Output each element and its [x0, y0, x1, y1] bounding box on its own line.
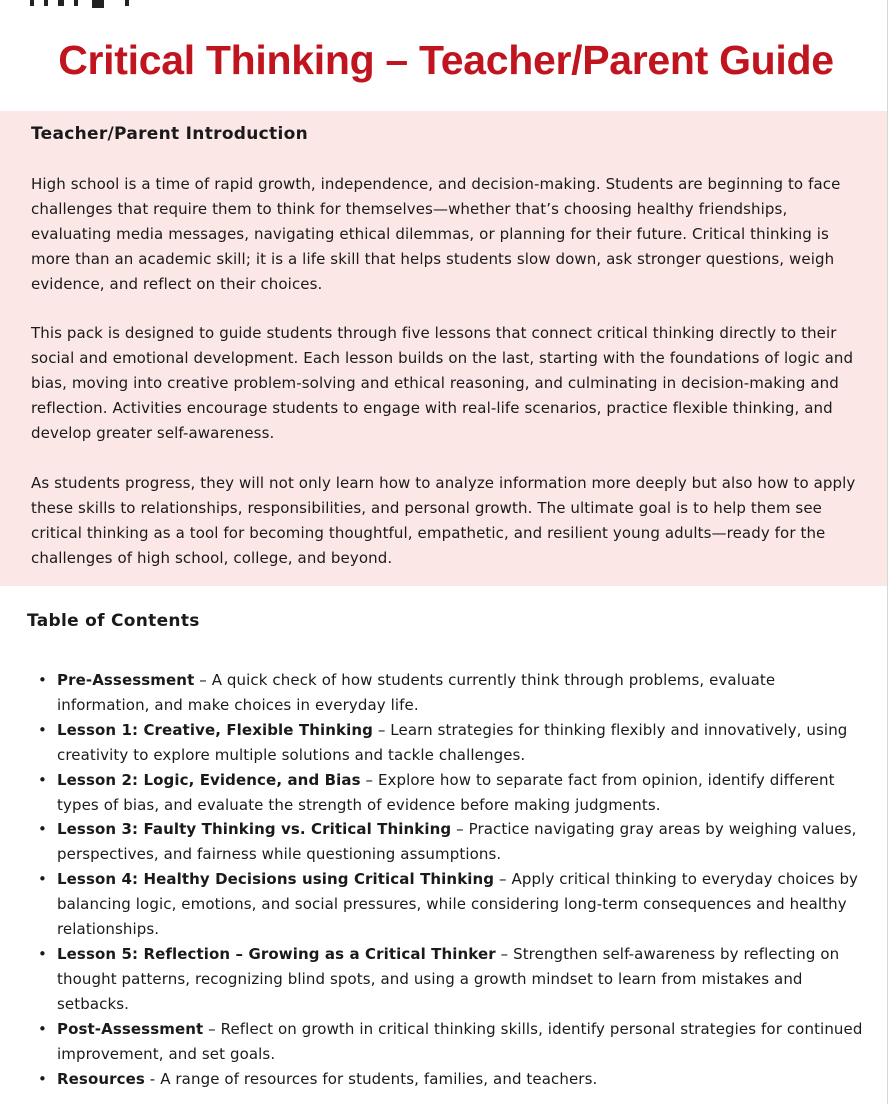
toc-item-description: A range of resources for students, families, and teachers. [160, 1069, 598, 1088]
toc-item [27, 768, 867, 818]
bullet-icon: • [38, 1019, 47, 1038]
intro-paragraph: This pack is designed to guide students through five lessons that connect critical thinking directly to their social and emotional development. Each lesson builds on the last, starting with the foundations of logic and bias, moving into creative problem-solving and ethical reasoning, and culminating in decision-making and reflection. Activities encourage students to engage with real-life scenarios, practice flexible thinking, and develop greater self-awareness. [31, 324, 854, 443]
toc-item-description: Learn strategies for thinking flexibly and innovatively, using creativity to explore multiple solutions and tackle challenges. [57, 720, 848, 764]
toc-item-description: Apply critical thinking to everyday choices by balancing logic, emotions, and social pressures, while considering long-term consequences and healthy relationships. [57, 870, 859, 939]
toc-item-description: Strengthen self-awareness by reflecting on thought patterns, recognizing blind spots, and using a growth mindset to learn from mistakes and setbacks. [57, 944, 840, 1013]
bullet-icon: • [38, 944, 47, 963]
toc-item-separator: – [360, 770, 378, 789]
toc-heading: Table of Contents [27, 611, 200, 631]
toc-item-separator: – [203, 1019, 221, 1038]
toc-item [27, 1067, 867, 1092]
toc-item-title: Lesson 3: Faulty Thinking vs. Critical Thinking [57, 820, 452, 839]
toc-item-separator: – [495, 944, 514, 963]
toc-item-title: Pre-Assessment [57, 671, 195, 689]
toc-item-title: Lesson 2: Logic, Evidence, and Bias [57, 770, 361, 789]
toc-item [27, 1017, 867, 1067]
toc-item-description: A quick check of how students currently think through problems, evaluate information, and make choices in everyday life. [57, 671, 776, 714]
toc-item [27, 867, 867, 942]
bullet-icon: • [38, 870, 47, 889]
toc-item-description: Practice navigating gray areas by weighing values, perspectives, and fairness while questioning assumptions. [57, 820, 857, 864]
bullet-icon: • [38, 770, 47, 789]
toc-item-title: Resources [57, 1069, 145, 1088]
page-title: Critical Thinking – Teacher/Parent Guide [58, 37, 834, 83]
toc-item [27, 718, 867, 768]
bullet-icon: • [38, 671, 47, 689]
introduction-section [0, 111, 887, 586]
bullet-icon: • [38, 720, 47, 739]
toc-item-separator: – [451, 820, 469, 839]
bullet-icon: • [38, 1069, 47, 1088]
toc-item-title: Lesson 4: Healthy Decisions using Critical Thinking [57, 870, 495, 889]
intro-paragraph: High school is a time of rapid growth, independence, and decision-making. Students are beginning to face challenges that require them to think for themselves—whether that’s choosing healthy friendships, evaluating media messages, navigating ethical dilemmas, or planning for their future. Critical thinking is more than an academic skill; it is a life skill that helps students slow down, ask stronger questions, weigh evidence, and reflect on their choices. [31, 175, 841, 293]
bullet-icon: • [38, 820, 47, 839]
toc-item-title: Lesson 5: Reflection – Growing as a Critical Thinker [57, 944, 496, 963]
toc-item-description: Explore how to separate fact from opinion, identify different types of bias, and evaluate the strength of evidence before making judgments. [57, 770, 835, 814]
toc-item-separator: – [494, 870, 512, 889]
table-of-contents [27, 606, 867, 1091]
intro-paragraph: As students progress, they will not only learn how to analyze information more deeply but also how to apply these skills to relationships, responsibilities, and personal growth. The ultimate goal is to help them see critical thinking as a tool for becoming thoughtful, empathetic, and resilient young adults—ready for the challenges of high school, college, and beyond. [31, 473, 856, 567]
toc-item-separator: – [194, 671, 212, 689]
page-edge-line [887, 0, 888, 1104]
toc-item-title: Post-Assessment [57, 1019, 204, 1038]
toc-list [27, 668, 867, 1091]
toc-item [27, 817, 867, 867]
toc-item-description: Reflect on growth in critical thinking skills, identify personal strategies for continued improvement, and set goals. [57, 1019, 863, 1063]
cropped-header-mark [30, 0, 140, 10]
toc-item-title: Lesson 1: Creative, Flexible Thinking [57, 720, 373, 739]
toc-item [27, 668, 867, 718]
toc-item-separator: – [372, 720, 391, 739]
toc-item [27, 942, 867, 1017]
toc-item-separator: - [144, 1069, 161, 1088]
intro-heading: Teacher/Parent Introduction [31, 124, 308, 144]
